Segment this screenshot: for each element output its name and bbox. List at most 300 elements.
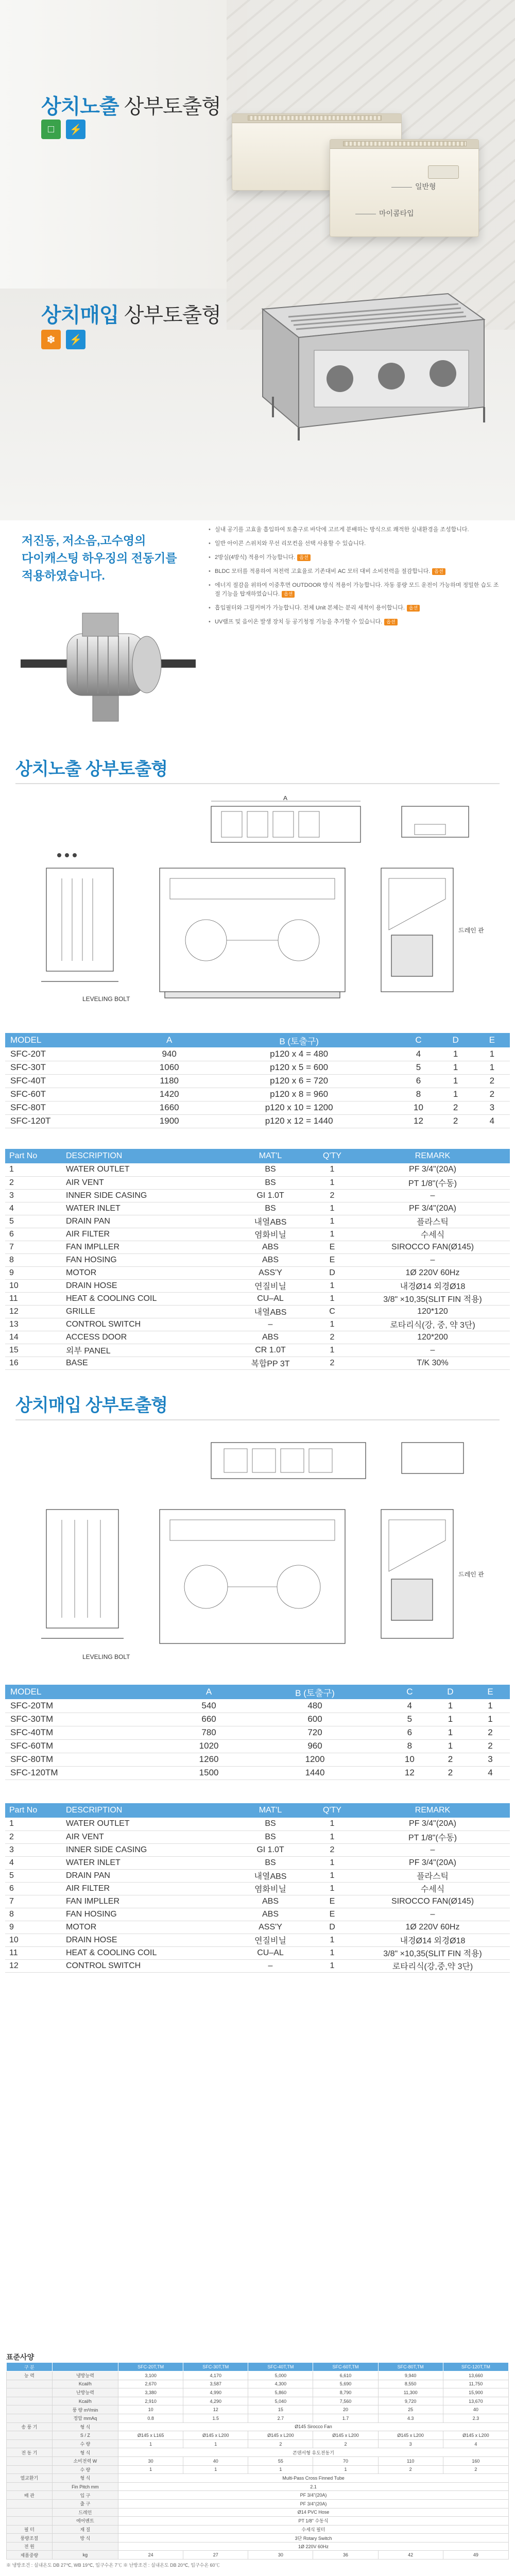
table-cell: 25 — [378, 2405, 443, 2414]
table-cell: DRAIN PAN — [62, 1215, 232, 1228]
table-cell: 4,990 — [183, 2388, 248, 2397]
table-cell: SFC-120TM — [5, 1766, 177, 1780]
feature-item: • 2방실(4방식) 적용이 가능합니다. 옵션 — [209, 553, 502, 562]
table-cell: 수세식 — [355, 1882, 510, 1895]
table-cell: E — [309, 1895, 355, 1908]
table-cell: p120 x 4 = 480 — [198, 1047, 400, 1061]
table-cell: 15 — [248, 2405, 313, 2414]
table-row — [5, 1739, 510, 1753]
table-cell: 내열ABS — [232, 1305, 309, 1318]
table-row — [5, 1318, 510, 1331]
section-title-built-in: 상치매입 상부토출형 — [15, 1396, 168, 1415]
table-row — [5, 1766, 510, 1780]
table-cell: 9 — [5, 1266, 62, 1279]
table-cell: kg — [52, 2551, 118, 2560]
table-cell: 12 — [5, 1305, 62, 1318]
table-cell: 3,380 — [118, 2388, 183, 2397]
table-cell: PF 3/4"(20A) — [118, 2491, 509, 2500]
spec-table-built-in: MODEL A B (토출구) C D E SFC-20TM 540 480 4 1 1 SFC-30TM 660 600 5 1 1 SFC-40TM 780 720 6 1 2 SFC-60TM 1020 960 8 1 2 SFC-80TM 1260 1200 10 2 3 SFC-120TM 1500 1440 12 2 4 — [5, 1685, 510, 1780]
table-cell: 9 — [5, 1921, 62, 1934]
table-cell: 5,860 — [248, 2388, 313, 2397]
table-cell: 로타리식(강, 중, 약 3단) — [355, 1318, 510, 1331]
table-cell: SFC-20T — [5, 1047, 141, 1061]
table-cell: 풍 량 m³/min — [52, 2405, 118, 2414]
table-cell: 1420 — [141, 1088, 198, 1101]
table-cell: 1 — [430, 1726, 471, 1739]
table-cell: 방 식 — [52, 2534, 118, 2543]
table-cell: 2 — [443, 2465, 508, 2474]
table-cell: E — [309, 1253, 355, 1266]
table-cell — [7, 2431, 53, 2440]
table-cell: ABS — [232, 1253, 309, 1266]
table-cell: 1900 — [141, 1114, 198, 1128]
table-cell: 1 — [309, 1279, 355, 1292]
table-cell: 3/8" ×10,35(SLIT FIN 적용) — [355, 1292, 510, 1305]
table-cell: p120 x 6 = 720 — [198, 1074, 400, 1088]
table-cell: 로타리식(강,중,약 3단) — [355, 1959, 510, 1972]
table-cell: SFC-30TM — [5, 1713, 177, 1726]
table-row — [5, 1163, 510, 1176]
table-cell: – — [355, 1189, 510, 1202]
table-cell: INNER SIDE CASING — [62, 1843, 232, 1856]
table-row — [7, 2499, 509, 2508]
table-cell: p120 x 10 = 1200 — [198, 1101, 400, 1114]
table-cell: 능 력 — [7, 2371, 53, 2380]
table-row — [5, 1292, 510, 1305]
dim-label-a: A — [283, 796, 288, 802]
section-rule — [15, 783, 500, 784]
table-cell: WATER INLET — [62, 1856, 232, 1869]
table-cell — [7, 2517, 53, 2526]
parts-table-exposed: Part No DESCRIPTION MAT'L Q'TY REMARK 1 WATER OUTLET BS 1 PF 3/4"(20A) 2 AIR VENT BS 1 PT 1/8"(수동) 3 INNER SIDE CASING GI 1.0T 2 – 4 WATER INLET BS 1 PF 3/4"(20A) 5 DRAIN PAN 내열ABS 1 플라스틱 6 AIR FILTER 염화비닐 1 수세식 7 FAN IMPLLER ABS E SIROCCO FAN(Ø145) 8 FAN HOSING ABS E – 9 MOTOR ASS'Y D 1Ø 220V 60Hz 10 DRAIN HOSE 연질비닐 1 내경Ø14 외경Ø18 11 HEAT & COOLING COIL CU–AL 1 3/8" ×10,35(SLIT FIN 적용) 12 GRILLE 내열ABS C 120*120 13 CONTROL SWITCH – 1 로타리식(강, 중, 약 3단) 14 ACCESS DOOR ABS 2 120*200 15 외부 PANEL CR 1.0T 1 – 16 BASE 복합PP 3T 2 T/K 30% — [5, 1149, 510, 1370]
table-cell: 27 — [183, 2551, 248, 2560]
table-row — [5, 1176, 510, 1189]
table-cell: p120 x 8 = 960 — [198, 1088, 400, 1101]
table-cell: 5 — [389, 1713, 430, 1726]
table-cell — [7, 2508, 53, 2517]
table-cell: 10 — [389, 1753, 430, 1766]
table-cell: 2 — [378, 2465, 443, 2474]
table-row — [5, 1088, 510, 1101]
table-cell: 1 — [309, 1946, 355, 1959]
table-cell: D — [309, 1921, 355, 1934]
table-cell: 1 — [5, 1163, 62, 1176]
table-header: SFC-30T,TM — [183, 2363, 248, 2371]
table-cell: 1 — [309, 1934, 355, 1946]
table-cell — [7, 2465, 53, 2474]
table-row — [5, 1241, 510, 1253]
table-cell: BS — [232, 1818, 309, 1831]
table-cell: 120*120 — [355, 1305, 510, 1318]
table-cell: CONTROL SWITCH — [62, 1959, 232, 1972]
badge-row-built-in — [41, 330, 85, 349]
table-cell: 1 — [430, 1739, 471, 1753]
table-cell: CU–AL — [232, 1292, 309, 1305]
table-cell — [7, 2380, 53, 2388]
label-leveling-bolt: LEVELING BOLT — [82, 995, 130, 1003]
table-cell: 3단 Rotary Switch — [118, 2534, 509, 2543]
table-cell: 10 — [400, 1101, 437, 1114]
table-cell: 4.3 — [378, 2414, 443, 2422]
table-cell: SFC-80TM — [5, 1753, 177, 1766]
table-row — [5, 1959, 510, 1972]
table-cell: 드레인 — [52, 2508, 118, 2517]
table-cell: 5,690 — [313, 2380, 378, 2388]
table-cell: 1 — [309, 1228, 355, 1241]
table-cell: 1020 — [177, 1739, 241, 1753]
table-cell: Multi-Pass Cross Finned Tube — [118, 2474, 509, 2483]
table-cell: 연질비닐 — [232, 1934, 309, 1946]
table-cell: 2 — [474, 1074, 510, 1088]
table-cell: 55 — [248, 2456, 313, 2465]
table-cell: p120 x 5 = 600 — [198, 1061, 400, 1074]
table-cell: CONTROL SWITCH — [62, 1318, 232, 1331]
table-cell: 540 — [177, 1699, 241, 1713]
table-cell: 1 — [313, 2465, 378, 2474]
table-row — [7, 2388, 509, 2397]
table-row — [5, 1101, 510, 1114]
table-cell: 940 — [141, 1047, 198, 1061]
table-cell: 4 — [400, 1047, 437, 1061]
table-cell: 15 — [5, 1344, 62, 1357]
table-cell: INNER SIDE CASING — [62, 1189, 232, 1202]
table-cell: 2 — [5, 1831, 62, 1843]
table-cell: 4 — [443, 2439, 508, 2448]
table-cell: FAN IMPLLER — [62, 1241, 232, 1253]
table-row — [5, 1344, 510, 1357]
table-cell — [7, 2414, 53, 2422]
table-cell: FAN HOSING — [62, 1253, 232, 1266]
table-cell: 1 — [430, 1699, 471, 1713]
table-cell: 2 — [474, 1088, 510, 1101]
table-cell: 1 — [309, 1959, 355, 1972]
table-cell: SIROCCO FAN(Ø145) — [355, 1895, 510, 1908]
table-cell: 1500 — [177, 1766, 241, 1780]
table-row — [5, 1921, 510, 1934]
table-cell: WATER OUTLET — [62, 1163, 232, 1176]
table-cell: 2 — [471, 1739, 510, 1753]
table-cell: 1 — [437, 1047, 474, 1061]
table-row — [7, 2551, 509, 2560]
table-cell: 2 — [437, 1114, 474, 1128]
table-cell: 7,560 — [313, 2397, 378, 2405]
table-cell: 내경Ø14 외경Ø18 — [355, 1934, 510, 1946]
hero-title-accent: 상치매입 — [41, 304, 119, 327]
table-row — [5, 1305, 510, 1318]
table-cell: 12 — [5, 1959, 62, 1972]
table-cell: 480 — [241, 1699, 389, 1713]
table-cell: Ø145 x L200 — [378, 2431, 443, 2440]
table-cell: 연질비닐 — [232, 1279, 309, 1292]
spec-table-exposed: MODEL A B (토출구) C D E SFC-20T 940 p120 x 4 = 480 4 1 1 SFC-30T 1060 p120 x 5 = 600 5 1 1 SFC-40T 1180 p120 x 6 = 720 6 1 2 SFC-60T 1420 p120 x 8 = 960 8 1 2 SFC-80T 1660 p120 x 10 = 1200 10 2 3 SFC-120T 1900 p120 x 12 = 1440 12 2 4 — [5, 1033, 510, 1128]
feature-headline: 저진동, 저소음,고수영의 다이캐스팅 하우징의 전동기를 적용하였습니다. — [22, 534, 177, 582]
table-cell: 2.1 — [118, 2482, 509, 2491]
table-cell: 내열ABS — [232, 1215, 309, 1228]
table-cell: 3/8" ×10,35(SLIT FIN 적용) — [355, 1946, 510, 1959]
table-cell: – — [355, 1344, 510, 1357]
table-row — [5, 1189, 510, 1202]
standard-spec-title: 표준사양 — [6, 2353, 35, 2361]
table-row — [7, 2439, 509, 2448]
table-cell: SIROCCO FAN(Ø145) — [355, 1241, 510, 1253]
table-cell: FAN IMPLLER — [62, 1895, 232, 1908]
table-cell: Ø145 Sirocco Fan — [118, 2422, 509, 2431]
table-cell: SFC-40T — [5, 1074, 141, 1088]
section-rule — [15, 1419, 500, 1420]
table-row — [7, 2422, 509, 2431]
table-cell: 6 — [400, 1074, 437, 1088]
table-cell: – — [232, 1318, 309, 1331]
table-row — [7, 2414, 509, 2422]
table-cell — [7, 2482, 53, 2491]
table-cell — [7, 2456, 53, 2465]
table-cell: BASE — [62, 1357, 232, 1369]
table-cell: 염화비닐 — [232, 1228, 309, 1241]
table-cell: AIR FILTER — [62, 1228, 232, 1241]
label-drain-pipe: 드레인 관 — [458, 1571, 484, 1578]
feature-item: • 일반 아이콘 스위치와 무선 리모컨을 선택 사용할 수 있습니다. — [209, 539, 502, 548]
table-cell: T/K 30% — [355, 1357, 510, 1369]
table-cell — [7, 2405, 53, 2414]
table-row — [7, 2491, 509, 2500]
table-cell: 720 — [241, 1726, 389, 1739]
table-row — [5, 1266, 510, 1279]
table-row — [5, 1047, 510, 1061]
table-cell: 수세식 — [355, 1228, 510, 1241]
feature-item: • 실내 공기를 고효율 흡입하여 토출구로 바닥에 고르게 분배하는 방식으로 쾌적한 실내환경을 조성합니다. — [209, 526, 502, 534]
table-cell: 4,170 — [183, 2371, 248, 2380]
table-cell: 에어벤트 — [52, 2517, 118, 2526]
table-row — [7, 2405, 509, 2414]
table-cell: 5,040 — [248, 2397, 313, 2405]
table-cell: E — [309, 1908, 355, 1921]
option-tag: 옵션 — [297, 554, 310, 561]
table-row — [5, 1856, 510, 1869]
table-cell — [7, 2499, 53, 2508]
option-tag: 옵션 — [432, 568, 445, 575]
table-cell: MOTOR — [62, 1266, 232, 1279]
table-cell: 1 — [309, 1344, 355, 1357]
table-cell: 1 — [474, 1061, 510, 1074]
exposed-unit-drawing — [10, 796, 505, 1018]
table-cell: HEAT & COOLING COIL — [62, 1946, 232, 1959]
feature-list — [209, 526, 502, 632]
table-row — [7, 2380, 509, 2388]
table-cell: 7 — [5, 1895, 62, 1908]
table-cell: 2 — [309, 1843, 355, 1856]
table-cell: 1 — [437, 1074, 474, 1088]
table-cell: – — [355, 1908, 510, 1921]
table-cell: 형 식 — [52, 2474, 118, 2483]
table-cell: 11,750 — [443, 2380, 508, 2388]
table-row — [5, 1869, 510, 1882]
table-cell: Kcal/h — [52, 2380, 118, 2388]
table-cell: ABS — [232, 1331, 309, 1344]
table-cell: 1 — [309, 1882, 355, 1895]
table-cell: E — [309, 1241, 355, 1253]
table-row — [7, 2534, 509, 2543]
table-cell: 600 — [241, 1713, 389, 1726]
table-cell: 1 — [437, 1061, 474, 1074]
table-cell: 1Ø 220V 60Hz — [355, 1266, 510, 1279]
table-row — [5, 1357, 510, 1369]
table-row — [5, 1074, 510, 1088]
label-standard: 일반형 — [391, 181, 436, 192]
table-cell: 4 — [474, 1114, 510, 1128]
table-cell: 플라스틱 — [355, 1215, 510, 1228]
table-cell: 15,900 — [443, 2388, 508, 2397]
table-row — [5, 1753, 510, 1766]
table-cell: 40 — [443, 2405, 508, 2414]
table-cell: 2 — [471, 1726, 510, 1739]
hero-title-rest: 상부토출형 — [124, 304, 221, 327]
table-cell: 3 — [378, 2439, 443, 2448]
table-cell: PT 1/8"(수동) — [355, 1176, 510, 1189]
table-cell: GRILLE — [62, 1305, 232, 1318]
table-cell: 1.5 — [183, 2414, 248, 2422]
table-cell: 형 식 — [52, 2448, 118, 2457]
table-cell: Ø145 x L200 — [313, 2431, 378, 2440]
table-row — [7, 2397, 509, 2405]
snowflake-icon: ❄ — [41, 330, 61, 349]
table-cell: 1 — [118, 2465, 183, 2474]
table-cell: 형 식 — [52, 2422, 118, 2431]
table-cell: ASS'Y — [232, 1921, 309, 1934]
table-cell: CR 1.0T — [232, 1344, 309, 1357]
table-cell: 160 — [443, 2456, 508, 2465]
table-row — [7, 2482, 509, 2491]
table-cell: 수세식 필터 — [118, 2525, 509, 2534]
table-cell: 13,660 — [443, 2371, 508, 2380]
table-cell: 13,670 — [443, 2397, 508, 2405]
standard-spec-table — [6, 2362, 509, 2560]
table-cell: 11,300 — [378, 2388, 443, 2397]
table-row — [5, 1331, 510, 1344]
table-cell — [7, 2388, 53, 2397]
table-row — [7, 2542, 509, 2551]
table-cell: 1 — [309, 1856, 355, 1869]
table-row — [5, 1843, 510, 1856]
table-cell: Fin Pitch mm — [52, 2482, 118, 2491]
table-cell: 2 — [313, 2439, 378, 2448]
table-cell: 24 — [118, 2551, 183, 2560]
table-row — [7, 2465, 509, 2474]
table-cell: 1 — [118, 2439, 183, 2448]
table-cell: 49 — [443, 2551, 508, 2560]
table-cell: 제품중량 — [7, 2551, 53, 2560]
hero-title-accent: 상치노출 — [41, 95, 119, 118]
table-row — [7, 2448, 509, 2457]
table-cell: SFC-30T — [5, 1061, 141, 1074]
table-cell: 1 — [474, 1047, 510, 1061]
table-cell: 냉방능력 — [52, 2371, 118, 2380]
table-cell: AIR VENT — [62, 1176, 232, 1189]
table-row — [5, 1882, 510, 1895]
table-cell: 4,300 — [248, 2380, 313, 2388]
table-cell: 4,290 — [183, 2397, 248, 2405]
table-cell: 내열ABS — [232, 1869, 309, 1882]
table-cell: 풍량조절 — [7, 2534, 53, 2543]
table-cell: CU–AL — [232, 1946, 309, 1959]
table-cell: 수 량 — [52, 2439, 118, 2448]
table-cell: BS — [232, 1176, 309, 1189]
table-cell: 외부 PANEL — [62, 1344, 232, 1357]
power-icon: ⚡ — [66, 330, 85, 349]
table-cell: 6,610 — [313, 2371, 378, 2380]
table-cell: 1660 — [141, 1101, 198, 1114]
table-cell: 2 — [309, 1331, 355, 1344]
table-cell: 0.8 — [118, 2414, 183, 2422]
table-cell: Ø145 x L200 — [248, 2431, 313, 2440]
table-cell: 9,720 — [378, 2397, 443, 2405]
motor-illustration — [21, 603, 196, 732]
table-cell: PF 3/4"(20A) — [355, 1818, 510, 1831]
table-cell: 3,100 — [118, 2371, 183, 2380]
table-cell: 3 — [474, 1101, 510, 1114]
table-row — [5, 1215, 510, 1228]
table-cell: 난방능력 — [52, 2388, 118, 2397]
badge-row-exposed — [41, 120, 85, 139]
table-cell: C — [309, 1305, 355, 1318]
table-cell: 4 — [389, 1699, 430, 1713]
table-cell: PF 3/4"(20A) — [355, 1202, 510, 1215]
label-leveling-bolt: LEVELING BOLT — [82, 1653, 130, 1660]
table-cell: 1 — [471, 1699, 510, 1713]
table-cell: SFC-60T — [5, 1088, 141, 1101]
table-row — [5, 1114, 510, 1128]
table-cell: 12 — [389, 1766, 430, 1780]
table-cell: WATER INLET — [62, 1202, 232, 1215]
table-cell: ABS — [232, 1895, 309, 1908]
table-cell: SFC-120T — [5, 1114, 141, 1128]
table-cell: 플라스틱 — [355, 1869, 510, 1882]
table-cell: 2,910 — [118, 2397, 183, 2405]
table-row — [7, 2371, 509, 2380]
table-cell: Ø14 PVC Hose — [118, 2508, 509, 2517]
table-cell: ACCESS DOOR — [62, 1331, 232, 1344]
table-cell: ABS — [232, 1241, 309, 1253]
option-tag: 옵션 — [384, 619, 397, 625]
table-cell: 5,000 — [248, 2371, 313, 2380]
table-cell: 960 — [241, 1739, 389, 1753]
standard-footnote: ※ 냉방조건 : 실내온도 DB 27℃, WB 19℃, 입구수온 7℃ ※ 난방조건 : 실내온도 DB 20℃, 입구수온 60℃ — [6, 2563, 220, 2568]
table-cell: 10 — [5, 1934, 62, 1946]
table-cell: 1 — [183, 2439, 248, 2448]
table-cell: 14 — [5, 1331, 62, 1344]
table-cell: PF 3/4"(20A) — [355, 1163, 510, 1176]
table-cell: 1 — [309, 1163, 355, 1176]
feature-section — [0, 520, 515, 747]
table-header: SFC-60T,TM — [313, 2363, 378, 2371]
table-cell: 1Ø 220V 60Hz — [355, 1921, 510, 1934]
table-cell: 11 — [5, 1946, 62, 1959]
table-row — [5, 1061, 510, 1074]
table-cell: 필 터 — [7, 2525, 53, 2534]
table-cell: AIR VENT — [62, 1831, 232, 1843]
table-row — [5, 1934, 510, 1946]
table-cell: 2 — [309, 1357, 355, 1369]
table-cell: 8,790 — [313, 2388, 378, 2397]
option-tag: 옵션 — [282, 591, 295, 598]
table-cell: 송 풍 기 — [7, 2422, 53, 2431]
table-cell: SFC-20TM — [5, 1699, 177, 1713]
table-cell: 1 — [309, 1869, 355, 1882]
table-cell: 1Ø 220V 60Hz — [118, 2542, 509, 2551]
table-header: SFC-80T,TM — [378, 2363, 443, 2371]
table-cell: 12 — [400, 1114, 437, 1128]
table-row — [5, 1202, 510, 1215]
table-cell: 수 량 — [52, 2465, 118, 2474]
